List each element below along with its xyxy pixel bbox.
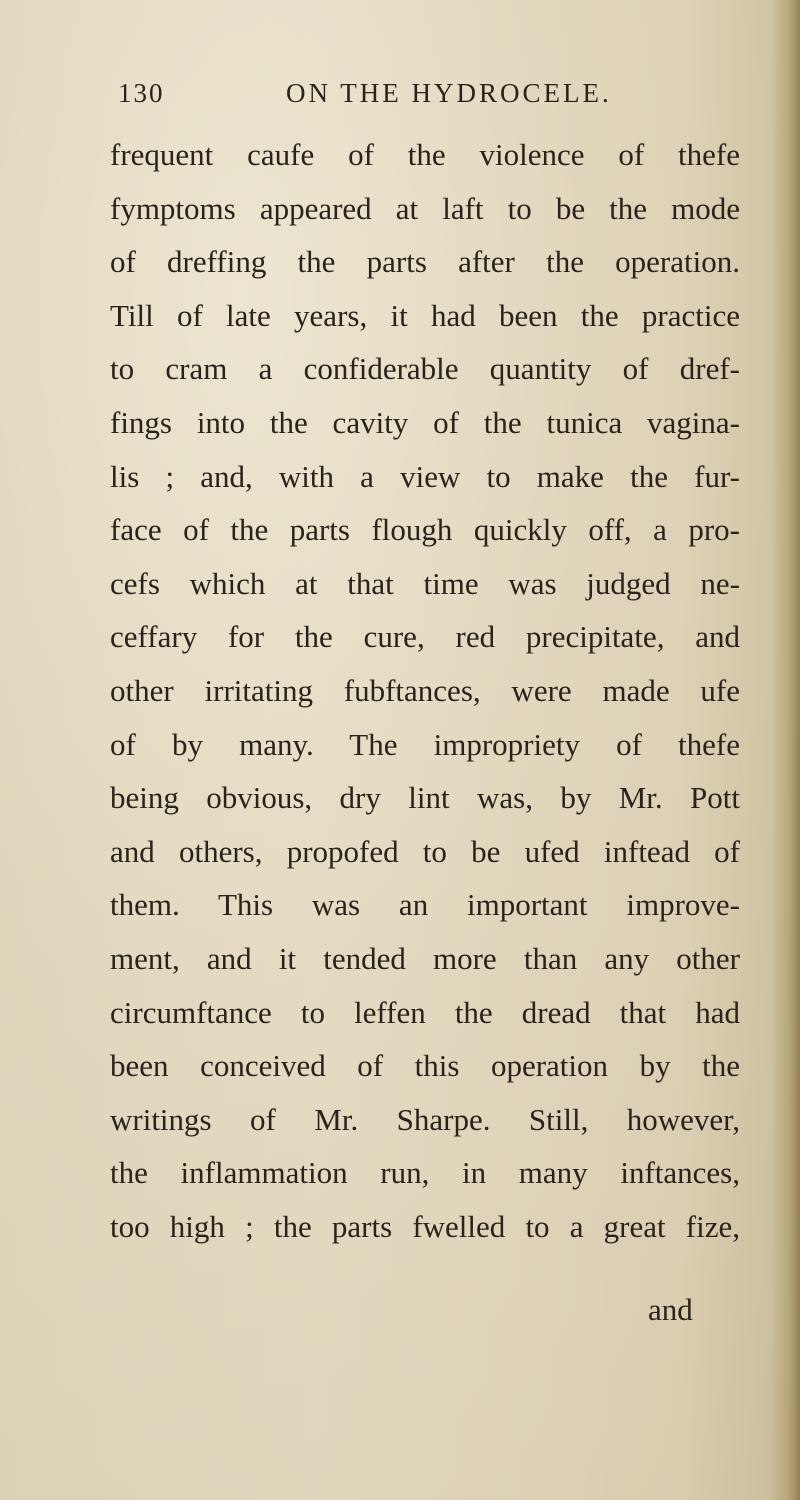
text-line: of by many. The impropriety of thefe [110, 726, 740, 762]
text-line: cefs which at that time was judged ne- [110, 565, 740, 601]
text-line: the inflammation run, in many inftances, [110, 1155, 740, 1191]
text-line: frequent caufe of the violence of thefe [110, 137, 740, 172]
text-line: of dreffing the parts after the operation. [110, 244, 740, 280]
text-line: Till of late years, it had been the practice [110, 297, 740, 333]
text-line: too high ; the parts fwelled to a great fize, [110, 1208, 740, 1244]
text-line: lis ; and, with a view to make the fur- [110, 458, 740, 494]
text-line: ceffary for the cure, red precipitate, and [110, 619, 740, 655]
running-head [118, 78, 638, 118]
text-line: to cram a confiderable quantity of dref- [110, 351, 740, 387]
text-line: being obvious, dry lint was, by Mr. Pott [110, 780, 740, 816]
catchword: and [648, 1292, 693, 1327]
text-line: fymptoms appeared at laft to be the mode [110, 190, 740, 226]
page-number: 130 [118, 78, 165, 108]
text-line: them. This was an important improve- [110, 887, 740, 923]
page-edge-shadow [770, 0, 800, 1500]
text-line: writings of Mr. Sharpe. Still, however, [110, 1101, 740, 1137]
text-line: other irritating fubftances, were made ufe [110, 672, 740, 708]
text-line: ment, and it tended more than any other [110, 940, 740, 976]
body-text [110, 128, 740, 1253]
text-line: face of the parts flough quickly off, a pro- [110, 512, 740, 548]
text-line: fings into the cavity of the tunica vagina- [110, 404, 740, 440]
text-line: been conceived of this operation by the [110, 1048, 740, 1084]
running-title: ON THE HYDROCELE. [286, 78, 612, 108]
text-line: and others, propofed to be ufed inftead of [110, 833, 740, 869]
text-line: circumftance to leffen the dread that had [110, 994, 740, 1030]
